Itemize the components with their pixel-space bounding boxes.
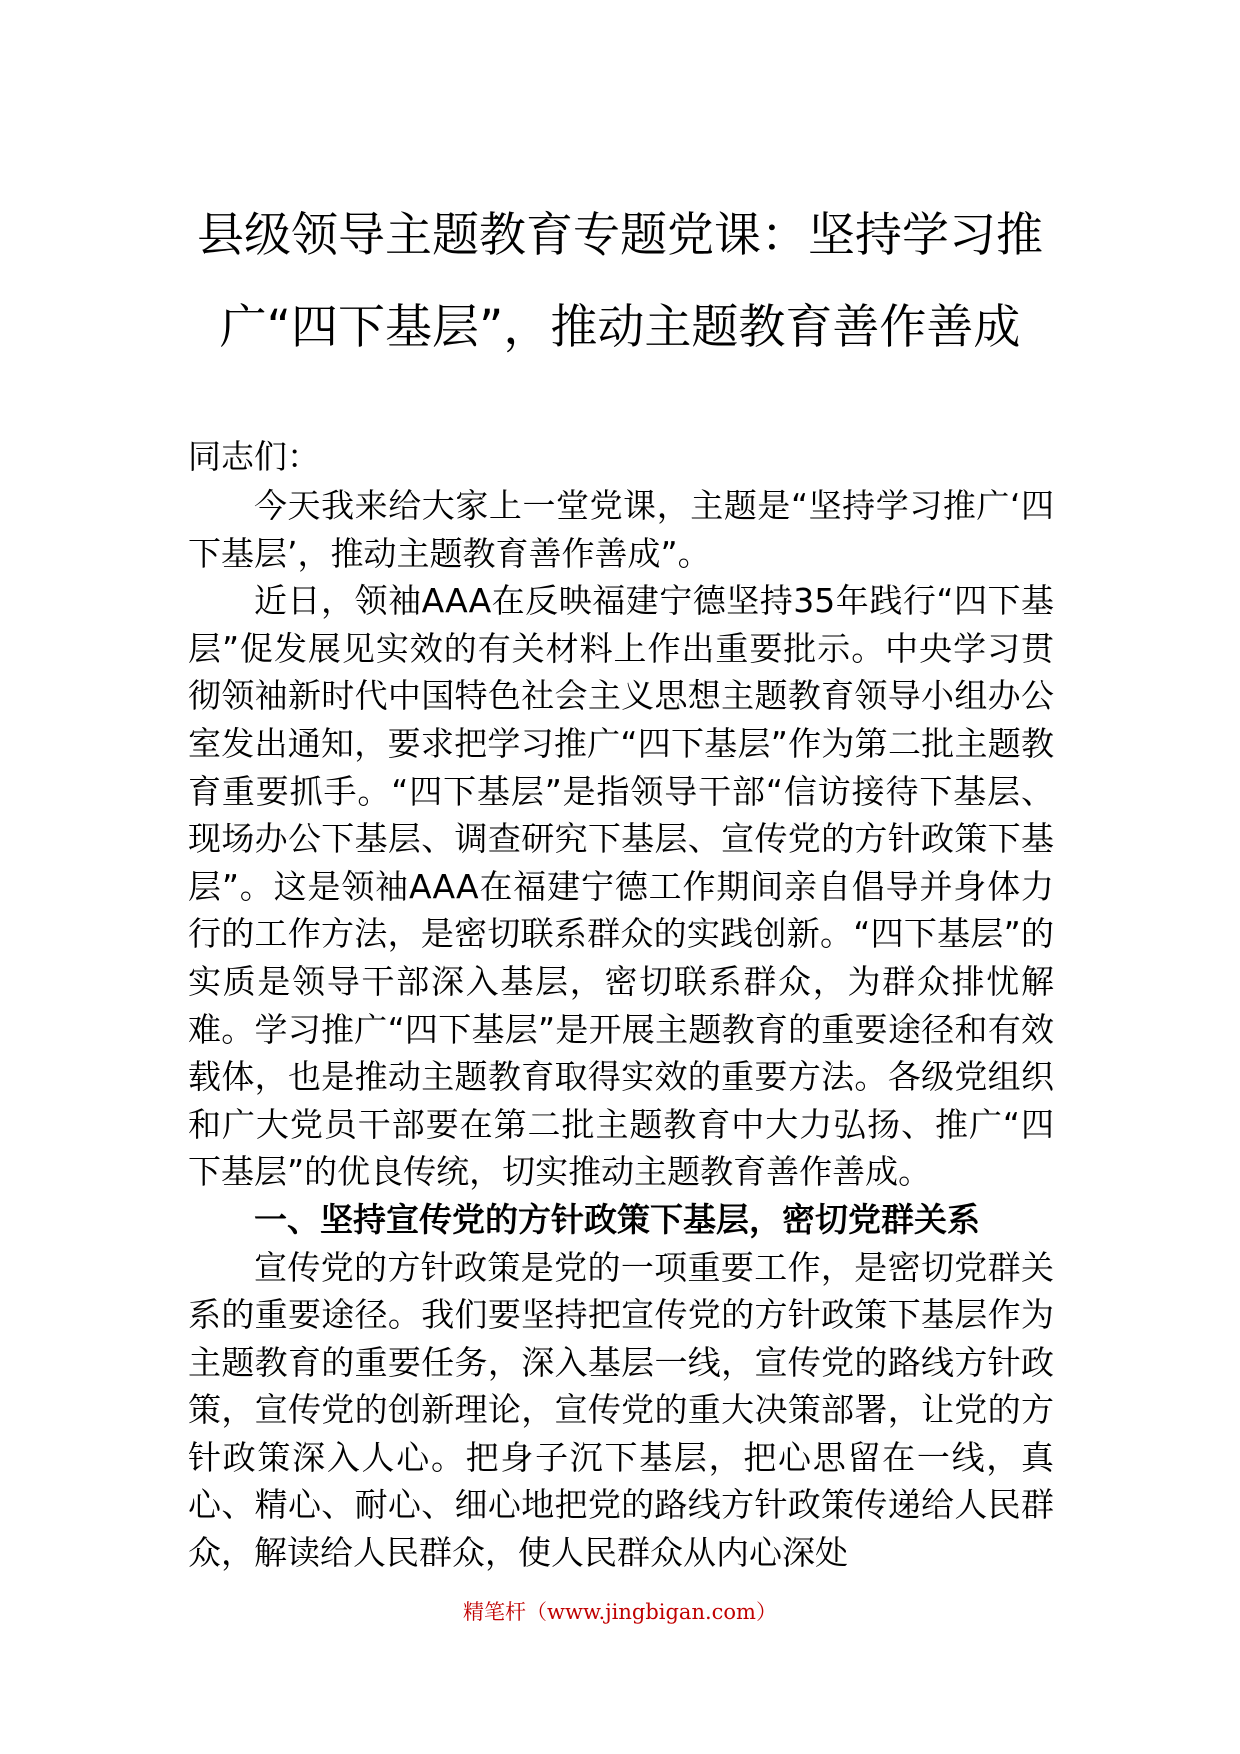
paragraph-background: 近日，领袖AAA在反映福建宁德坚持35年践行“四下基层”促发展见实效的有关材料上作出重要批示。中央学习贯彻领袖新时代中国特色社会主义思想主题教育领导小组办公室发出通知，要求把学习推广“四下基层”作为第二批主题教育重要抓手。“四下基层”是指领导干部“信访接待下基层、现场办公下基层、调查研究下基层、宣传党的方针政策下基层”。这是领袖AAA在福建宁德工作期间亲自倡导并身体力行的工作方法，是密切联系群众的实践创新。“四下基层”的实质是领导干部深入基层，密切联系群众，为群众排忧解难。学习推广“四下基层”是开展主题教育的重要途径和有效载体，也是推动主题教育取得实效的重要方法。各级党组织和广大党员干部要在第二批主题教育中大力弘扬、推广“四下基层”的优良传统，切实推动主题教育善作善成。 [188,581,1054,1192]
document-title-line-1: 县级领导主题教育专题党课：坚持学习推 [197,208,1043,263]
document-body [188,482,1054,1577]
section-heading-1: 一、坚持宣传党的方针政策下基层，密切党群关系 [254,1199,980,1239]
footer-watermark: 精笔杆（www.jingbigan.com） [463,1600,777,1624]
salutation: 同志们： [188,437,320,476]
paragraph-intro: 今天我来给大家上一堂党课，主题是“坚持学习推广‘四下基层’，推动主题教育善作善成”。 [188,486,1054,573]
document-title-line-2: 广“四下基层”，推动主题教育善作善成 [219,300,1021,355]
paragraph-section-1: 宣传党的方针政策是党的一项重要工作，是密切党群关系的重要途径。我们要坚持把宣传党的方针政策下基层作为主题教育的重要任务，深入基层一线，宣传党的路线方针政策，宣传党的创新理论，宣传党的重大决策部署，让党的方针政策深入人心。把身子沉下基层，把心思留在一线，真心、精心、耐心、细心地把党的路线方针政策传递给人民群众，解读给人民群众，使人民群众从内心深处 [188,1247,1054,1573]
